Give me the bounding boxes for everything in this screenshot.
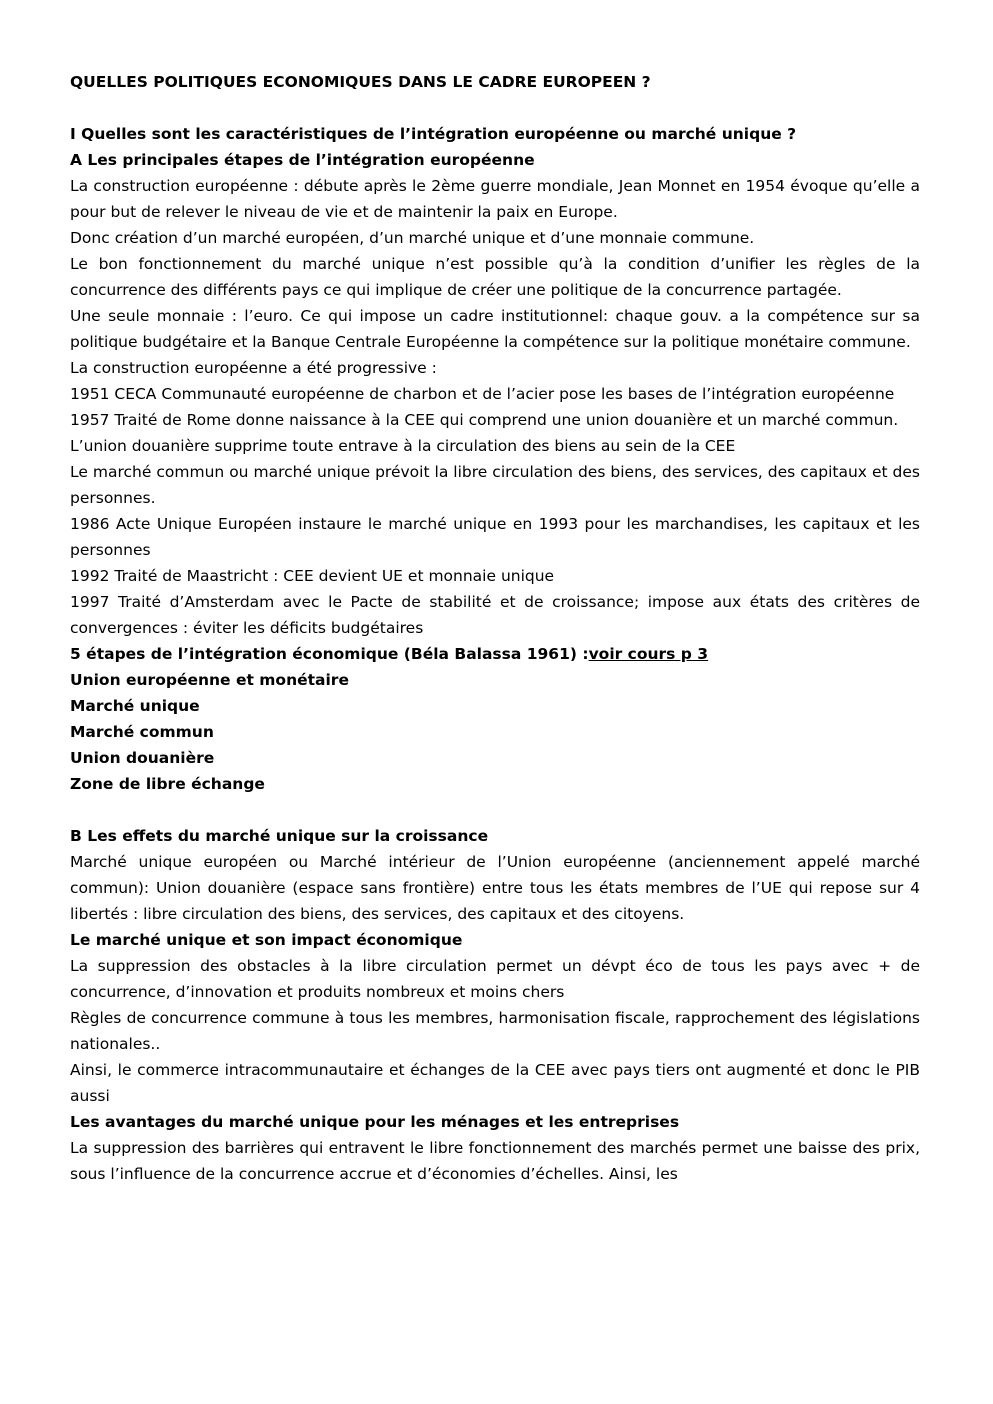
text-content — [70, 69, 920, 1187]
paragraph: Le bon fonctionnement du marché unique n’est possible qu’à la condition d’unifier les règles de la concurrence des différents pays ce qui implique de créer une politique de la concurrence partagée. — [70, 255, 920, 299]
paragraph: Une seule monnaie : l’euro. Ce qui impose un cadre institutionnel: chaque gouv. a la compétence sur sa politique budgétaire et la Banque Centrale Européenne la compétence sur la politique monétaire commune. — [70, 307, 920, 351]
paragraph: Règles de concurrence commune à tous les membres, harmonisation fiscale, rapprochement des législations nationales.. — [70, 1009, 920, 1053]
paragraph: 1997 Traité d’Amsterdam avec le Pacte de stabilité et de croissance; impose aux états des critères de convergences : éviter les déficits budgétaires — [70, 593, 920, 637]
paragraph: Marché unique européen ou Marché intérieur de l’Union européenne (anciennement appelé marché commun): Union douanière (espace sans frontière) entre tous les états membres de l’UE qui repose sur 4 libertés : libre circulation des biens, des services, des capitaux et des citoyens. — [70, 853, 920, 923]
paragraph: Zone de libre échange — [70, 775, 265, 793]
paragraph: Donc création d’un marché européen, d’un marché unique et d’une monnaie commune. — [70, 229, 755, 247]
page-title: QUELLES POLITIQUES ECONOMIQUES DANS LE CADRE EUROPEEN ? — [70, 73, 651, 91]
paragraph: 1986 Acte Unique Européen instaure le marché unique en 1993 pour les marchandises, les capitaux et les personnes — [70, 515, 920, 559]
paragraph: Union douanière — [70, 749, 215, 767]
paragraph: B Les effets du marché unique sur la croissance — [70, 827, 489, 845]
paragraph: Ainsi, le commerce intracommunautaire et échanges de la CEE avec pays tiers ont augmenté et donc le PIB aussi — [70, 1061, 920, 1105]
paragraph: Le marché unique et son impact économique — [70, 931, 463, 949]
paragraph: Le marché commun ou marché unique prévoit la libre circulation des biens, des services, des capitaux et des personnes. — [70, 463, 920, 507]
paragraph: A Les principales étapes de l’intégration européenne — [70, 151, 535, 169]
blank-line — [70, 797, 920, 823]
paragraph: 1951 CECA Communauté européenne de charbon et de l’acier pose les bases de l’intégration européenne — [70, 385, 895, 403]
paragraph: Marché unique — [70, 697, 200, 715]
paragraph: La construction européenne a été progressive : — [70, 359, 437, 377]
paragraph — [70, 641, 920, 667]
paragraph: 1957 Traité de Rome donne naissance à la CEE qui comprend une union douanière et un marché commun. — [70, 411, 899, 429]
paragraph: La suppression des obstacles à la libre circulation permet un dévpt éco de tous les pays avec + de concurrence, d’innovation et produits nombreux et moins chers — [70, 957, 920, 1001]
paragraph: Union européenne et monétaire — [70, 671, 349, 689]
paragraph: La construction européenne : débute après le 2ème guerre mondiale, Jean Monnet en 1954 évoque qu’elle a pour but de relever le niveau de vie et de maintenir la paix en Europe. — [70, 177, 920, 221]
blank-line — [70, 95, 920, 121]
course-reference-link: voir cours p 3 — [588, 645, 709, 663]
heading-text: 5 étapes de l’intégration économique (Béla Balassa 1961) : — [70, 645, 589, 663]
paragraph: I Quelles sont les caractéristiques de l’intégration européenne ou marché unique ? — [70, 125, 797, 143]
paragraph: Marché commun — [70, 723, 214, 741]
paragraph: La suppression des barrières qui entravent le libre fonctionnement des marchés permet une baisse des prix, sous l’influence de la concurrence accrue et d’économies d’échelles. Ainsi, les — [70, 1139, 920, 1183]
paragraph: L’union douanière supprime toute entrave à la circulation des biens au sein de la CEE — [70, 437, 736, 455]
paragraph: 1992 Traité de Maastricht : CEE devient UE et monnaie unique — [70, 567, 555, 585]
paragraph: Les avantages du marché unique pour les ménages et les entreprises — [70, 1113, 680, 1131]
